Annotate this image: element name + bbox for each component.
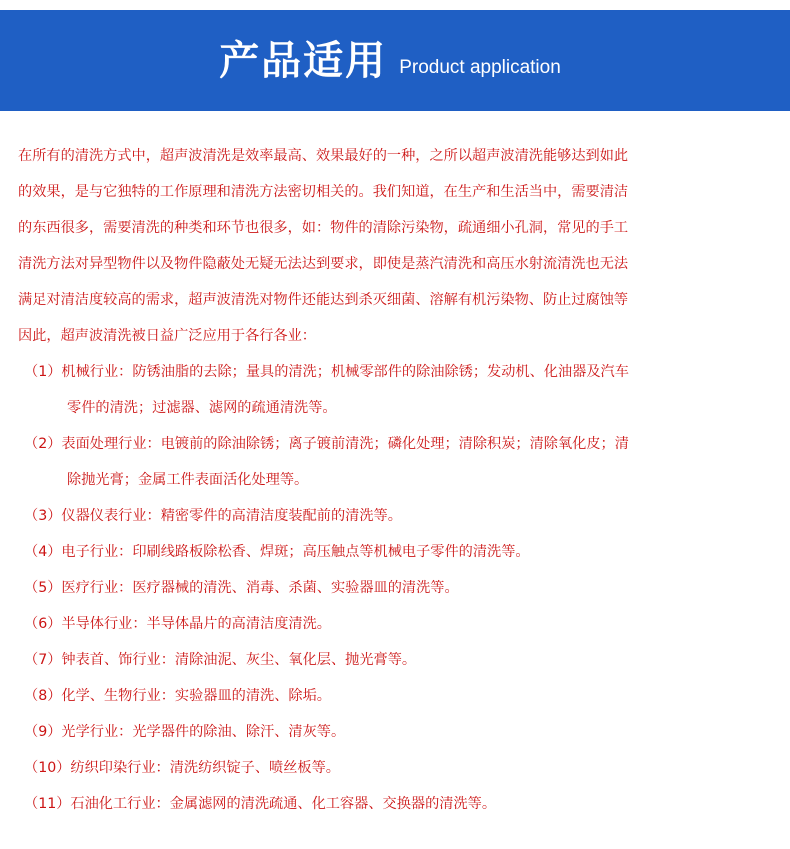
- list-item-continuation: 零件的清洗；过滤器、滤网的疏通清洗等。: [67, 400, 337, 416]
- list-item-text: （10）纺织印染行业：清洗纺织锭子、喷丝板等。: [24, 760, 340, 776]
- list-item: [18, 426, 778, 498]
- list-item: [18, 534, 778, 570]
- list-item-text: （4）电子行业：印刷线路板除松香、焊斑；高压触点等机械电子零件的清洗等。: [24, 544, 530, 560]
- list-item-text: （2）表面处理行业：电镀前的除油除锈；离子镀前清洗；磷化处理；清除积炭；清除氧化皮；清: [24, 436, 629, 452]
- list-item: [18, 642, 778, 678]
- intro-line: 在所有的清洗方式中，超声波清洗是效率最高、效果最好的一种，之所以超声波清洗能够达到如此: [18, 148, 629, 164]
- intro-line: 的效果，是与它独特的工作原理和清洗方法密切相关的。我们知道，在生产和生活当中，需要清洁: [18, 184, 629, 200]
- page-title: 产品适用: [219, 37, 388, 84]
- page-subtitle: Product application: [399, 56, 561, 78]
- header-banner: [0, 10, 790, 111]
- list-item: [18, 678, 778, 714]
- application-list: [18, 354, 778, 822]
- intro-line: 的东西很多，需要清洗的种类和环节也很多，如：物件的清除污染物，疏通细小孔洞，常见的手工: [18, 220, 629, 236]
- list-item-text: （7）钟表首、饰行业：清除油泥、灰尘、氧化层、抛光膏等。: [24, 652, 417, 668]
- list-item: [18, 606, 778, 642]
- list-item-text: （8）化学、生物行业：实验器皿的清洗、除垢。: [24, 688, 331, 704]
- list-item-text: （6）半导体行业：半导体晶片的高清洁度清洗。: [24, 616, 331, 632]
- intro-line: 因此，超声波清洗被日益广泛应用于各行各业：: [18, 328, 316, 344]
- list-item-continuation: 除抛光膏；金属工件表面活化处理等。: [67, 472, 309, 488]
- intro-line: 清洗方法对异型物件以及物件隐蔽处无疑无法达到要求，即使是蒸汽清洗和高压水射流清洗也无法: [18, 256, 629, 272]
- list-item-text: （9）光学行业：光学器件的除油、除汗、清灰等。: [24, 724, 346, 740]
- list-item: [18, 786, 778, 822]
- header-title-group: [219, 37, 561, 85]
- list-item: [18, 750, 778, 786]
- list-item-text: （3）仪器仪表行业：精密零件的高清洁度装配前的清洗等。: [24, 508, 402, 524]
- list-item: [18, 570, 778, 606]
- list-item-text: （1）机械行业：防锈油脂的去除；量具的清洗；机械零部件的除油除锈；发动机、化油器及汽车: [24, 364, 629, 380]
- intro-line: 满足对清洁度较高的需求，超声波清洗对物件还能达到杀灭细菌、溶解有机污染物、防止过腐蚀等: [18, 292, 629, 308]
- list-item: [18, 354, 778, 426]
- list-item: [18, 498, 778, 534]
- article-body: [18, 138, 778, 822]
- intro-paragraph: [18, 138, 778, 354]
- list-item: [18, 714, 778, 750]
- list-item-text: （5）医疗行业：医疗器械的清洗、消毒、杀菌、实验器皿的清洗等。: [24, 580, 459, 596]
- list-item-text: （11）石油化工行业：金属滤网的清洗疏通、化工容器、交换器的清洗等。: [24, 796, 497, 812]
